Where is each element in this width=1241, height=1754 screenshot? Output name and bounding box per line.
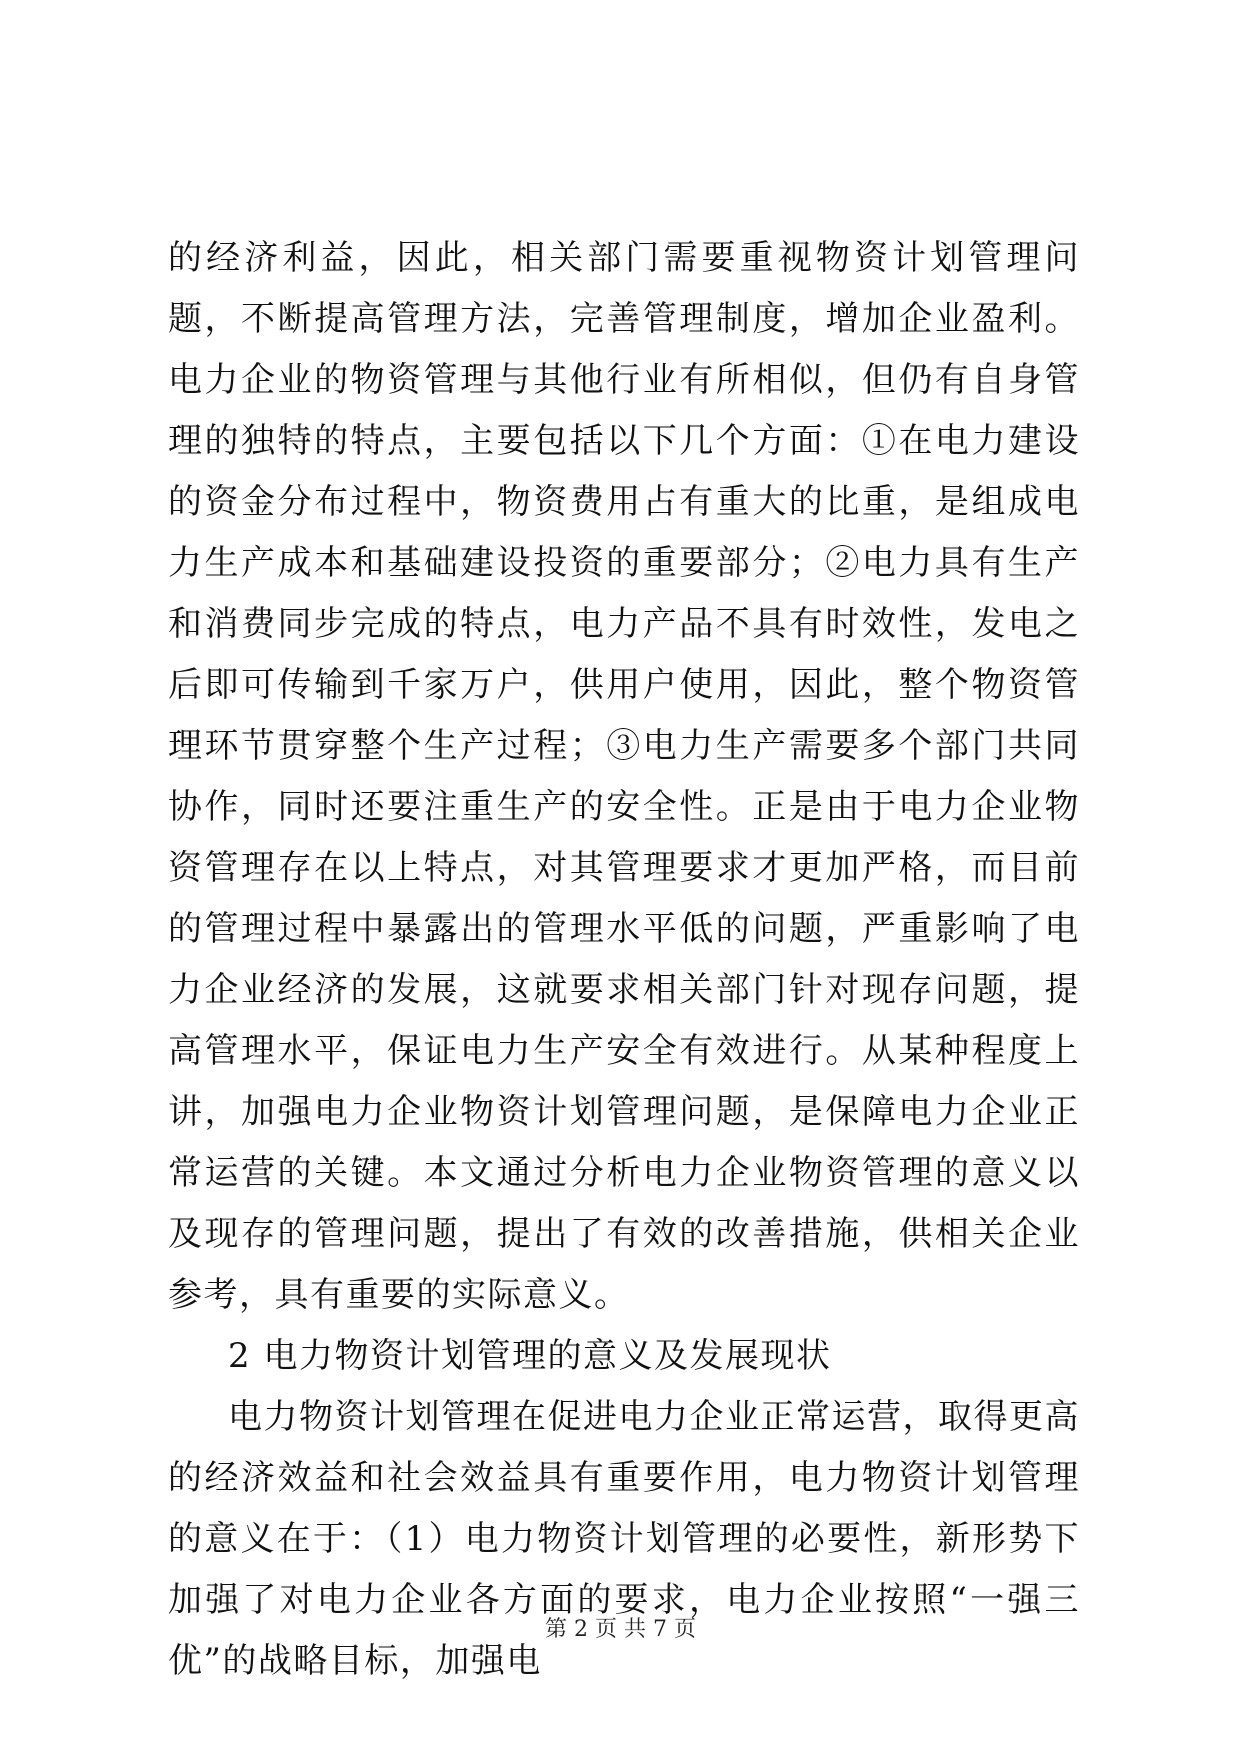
document-body bbox=[168, 228, 1080, 1692]
page-footer: 第 2 页 共 7 页 bbox=[545, 1617, 696, 1642]
paragraph-section-2: 电力物资计划管理在促进电力企业正常运营，取得更高的经济效益和社会效益具有重要作用，电力物资计划管理的意义在于：（1）电力物资计划管理的必要性，新形势下加强了对电力企业各方面的要求，电力企业按照“一强三优”的战略目标，加强电 bbox=[168, 1397, 1080, 1681]
paragraph-intro-continuation: 的经济利益，因此，相关部门需要重视物资计划管理问题，不断提高管理方法，完善管理制度，增加企业盈利。电力企业的物资管理与其他行业有所相似，但仍有自身管理的独特的特点，主要包括以下几个方面：①在电力建设的资金分布过程中，物资费用占有重大的比重，是组成电力生产成本和基础建设投资的重要部分；②电力具有生产和消费同步完成的特点，电力产品不具有时效性，发电之后即可传输到千家万户，供用户使用，因此，整个物资管理环节贯穿整个生产过程；③电力生产需要多个部门共同协作，同时还要注重生产的安全性。正是由于电力企业物资管理存在以上特点，对其管理要求才更加严格，而目前的管理过程中暴露出的管理水平低的问题，严重影响了电力企业经济的发展，这就要求相关部门针对现存问题，提高管理水平，保证电力生产安全有效进行。从某种程度上讲，加强电力企业物资计划管理问题，是保障电力企业正常运营的关键。本文通过分析电力企业物资管理的意义以及现存的管理问题，提出了有效的改善措施，供相关企业参考，具有重要的实际意义。 bbox=[168, 238, 1080, 1315]
section-heading: 2 电力物资计划管理的意义及发展现状 bbox=[228, 1336, 832, 1376]
